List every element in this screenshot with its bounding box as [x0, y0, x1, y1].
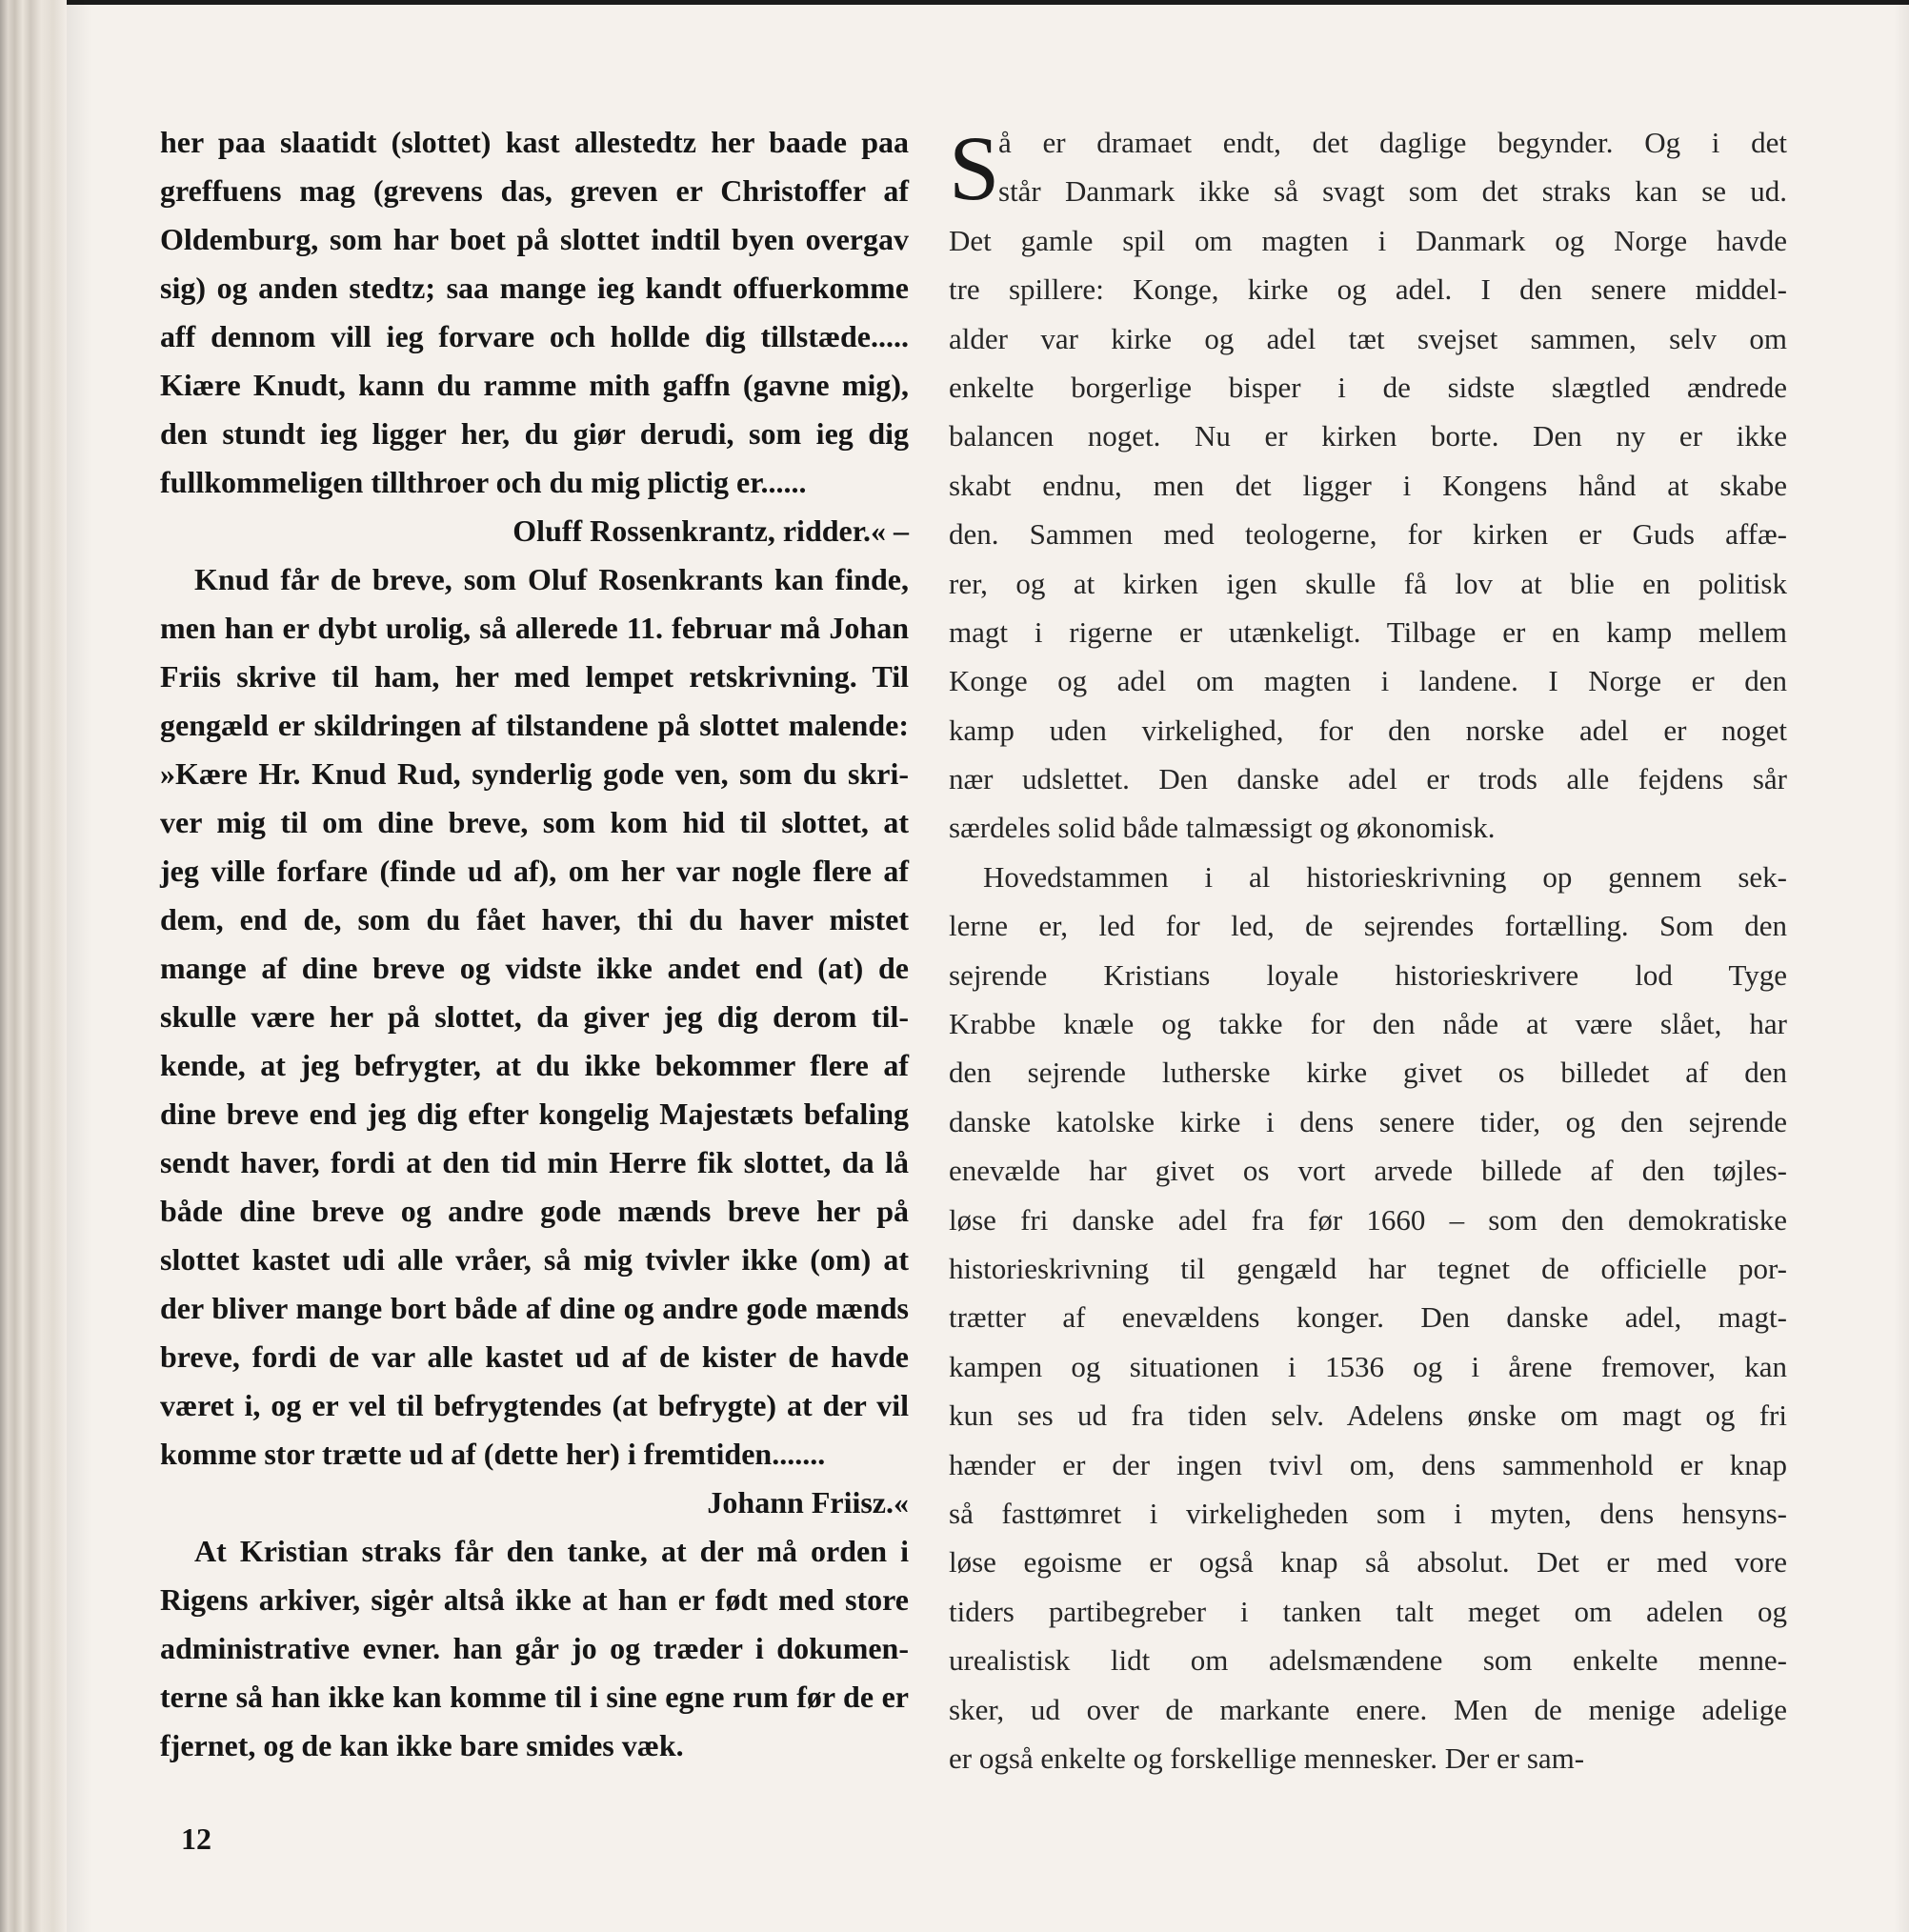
text-line: jeg ville forfare (finde ud af), om her var nogle flere af	[160, 854, 909, 888]
text-line: den. Sammen med teologerne, for kirken er Guds affæ-	[949, 517, 1787, 552]
right-edge-shade	[1894, 0, 1909, 1932]
text-line: Det gamle spil om magten i Danmark og Norge havde	[949, 223, 1787, 257]
text-line: balancen noget. Nu er kirken borte. Den ny er ikke	[949, 419, 1787, 453]
text-line: dine breve end jeg dig efter kongelig Majestæts befaling	[160, 1097, 909, 1131]
text-line: sker, ud over de markante enere. Men de menige adelige	[949, 1692, 1787, 1726]
text-line: særdeles solid både talmæssigt og økonomisk.	[949, 811, 1496, 845]
text-line: administrative evner. han går jo og træder i dokumen-	[160, 1631, 909, 1665]
text-line: været i, og er vel til befrygtendes (at befrygte) at der vil	[160, 1388, 909, 1422]
text-line: fullkommeligen tillthroer och du mig plictig er......	[160, 465, 807, 499]
page-stack-edge	[0, 0, 67, 1932]
text-line: dem, end de, som du fået haver, thi du haver mistet	[160, 902, 909, 936]
text-line: alder var kirke og adel tæt svejset sammen, selv om	[949, 321, 1787, 355]
text-line: løse egoisme er også knap så absolut. Det er med vore	[949, 1545, 1787, 1580]
text-line: terne så han ikke kan komme til i sine egne rum før de er	[160, 1680, 909, 1714]
text-line: her paa slaatidt (slottet) kast allestedtz her baade paa	[160, 125, 909, 159]
text-line: lerne er, led for led, de sejrendes fortælling. Som den	[949, 909, 1787, 943]
text-line: Oluff Rossenkrantz, ridder.« –	[512, 513, 909, 548]
text-line: aff dennom vill ieg forvare och hollde dig tillstæde.....	[160, 319, 909, 353]
text-line: enkelte borgerlige bisper i de sidste slægtled ændrede	[949, 370, 1787, 404]
text-line: sig) og anden stedtz; saa mange ieg kandt offuerkomme	[160, 271, 909, 305]
text-line: sejrende Kristians loyale historieskrivere lod Tyge	[949, 957, 1787, 992]
text-line: er også enkelte og forskellige mennesker. Der er sam-	[949, 1741, 1585, 1775]
text-line: kende, at jeg befrygter, at du ikke bekommer flere af	[160, 1048, 909, 1082]
text-line: danske katolske kirke i dens senere tider, og den sejrende	[949, 1104, 1787, 1138]
text-line: historieskrivning til gengæld har tegnet de officielle por-	[949, 1251, 1787, 1285]
text-line: løse fri danske adel fra før 1660 – som den demokratiske	[949, 1202, 1787, 1237]
text-line: kamp uden virkelighed, for den norske adel er noget	[949, 713, 1787, 747]
text-line: den stundt ieg ligger her, du giør derudi, som ieg dig	[160, 416, 909, 451]
text-line: Hovedstammen i al historieskrivning op gennem sek-	[983, 859, 1787, 894]
text-line: hænder er der ingen tvivl om, dens sammenhold er knap	[949, 1447, 1787, 1481]
text-line: sendt haver, fordi at den tid min Herre fik slottet, da lå	[160, 1145, 909, 1179]
text-line: breve, fordi de var alle kastet ud af de kister de havde	[160, 1339, 909, 1374]
text-line: men han er dybt urolig, så allerede 11. februar må Johan	[160, 611, 909, 645]
text-line: kun ses ud fra tiden selv. Adelens ønske om magt og fri	[949, 1399, 1787, 1433]
text-line: Friis skrive til ham, her med lempet retskrivning. Til	[160, 659, 909, 694]
text-line: står Danmark ikke så svagt som det straks kan se ud.	[998, 174, 1787, 209]
text-line: skulle være her på slottet, da giver jeg dig derom til-	[160, 999, 909, 1034]
drop-cap: S	[949, 117, 1000, 219]
text-line: Kiære Knudt, kann du ramme mith gaffn (gavne mig),	[160, 368, 909, 402]
text-line: Krabbe knæle og takke for den nåde at være slået, har	[949, 1007, 1787, 1041]
top-edge	[0, 0, 1909, 5]
text-line: fjernet, og de kan ikke bare smides væk.	[160, 1728, 684, 1762]
text-line: magt i rigerne er utænkeligt. Tilbage er en kamp mellem	[949, 614, 1787, 649]
page-number: 12	[181, 1821, 211, 1856]
text-line: slottet kastet udi alle vråer, så mig tvivler ikke (om) at	[160, 1242, 909, 1277]
text-line: Rigens arkiver, sigėr altså ikke at han er født med store	[160, 1582, 909, 1617]
text-line: greffuens mag (grevens das, greven er Christoffer af	[160, 173, 909, 208]
text-line: Johann Friisz.«	[707, 1485, 909, 1519]
text-line: ver mig til om dine breve, som kom hid til slottet, at	[160, 805, 909, 839]
text-line: urealistisk lidt om adelsmændene som enkelte menne-	[949, 1643, 1787, 1678]
text-line: der bliver mange bort både af dine og andre gode mænds	[160, 1291, 909, 1325]
left-column	[160, 118, 909, 1770]
text-line: den sejrende lutherske kirke givet os billedet af den	[949, 1056, 1787, 1090]
text-line: både dine breve og andre gode mænds breve her på	[160, 1194, 909, 1228]
text-line: rer, og at kirken igen skulle få lov at blie en politisk	[949, 566, 1787, 600]
right-column	[949, 118, 1787, 1782]
text-line: Konge og adel om magten i landene. I Norge er den	[949, 664, 1787, 698]
text-line: komme stor trætte ud af (dette her) i fremtiden.......	[160, 1437, 826, 1471]
text-line: tre spillere: Konge, kirke og adel. I den senere middel-	[949, 272, 1787, 307]
text-line: »Kære Hr. Knud Rud, synderlig gode ven, som du skri-	[160, 756, 909, 791]
gutter-shadow	[67, 0, 91, 1932]
text-line: Oldemburg, som har boet på slottet indtil byen overgav	[160, 222, 909, 256]
text-line: så fasttømret i virkeligheden som i myten, dens hensyns-	[949, 1496, 1787, 1530]
text-line: nær udslettet. Den danske adel er trods alle fejdens sår	[949, 762, 1787, 796]
text-line: å er dramaet endt, det daglige begynder. Og i det	[998, 126, 1787, 159]
text-line: Knud får de breve, som Oluf Rosenkrants kan finde,	[194, 562, 909, 596]
text-line: skabt endnu, men det ligger i Kongens hånd at skabe	[949, 468, 1787, 502]
text-line: enevælde har givet os vort arvede billede af den tøjles-	[949, 1154, 1787, 1188]
text-line: At Kristian straks får den tanke, at der må orden i	[194, 1534, 909, 1568]
text-line: mange af dine breve og vidste ikke andet end (at) de	[160, 951, 909, 985]
text-line: gengæld er skildringen af tilstandene på slottet malende:	[160, 708, 909, 742]
text-line: kampen og situationen i 1536 og i årene fremover, kan	[949, 1349, 1787, 1383]
text-line: trætter af enevældens konger. Den danske adel, magt-	[949, 1300, 1787, 1335]
text-line: tiders partibegreber i tanken talt meget om adelen og	[949, 1594, 1787, 1628]
